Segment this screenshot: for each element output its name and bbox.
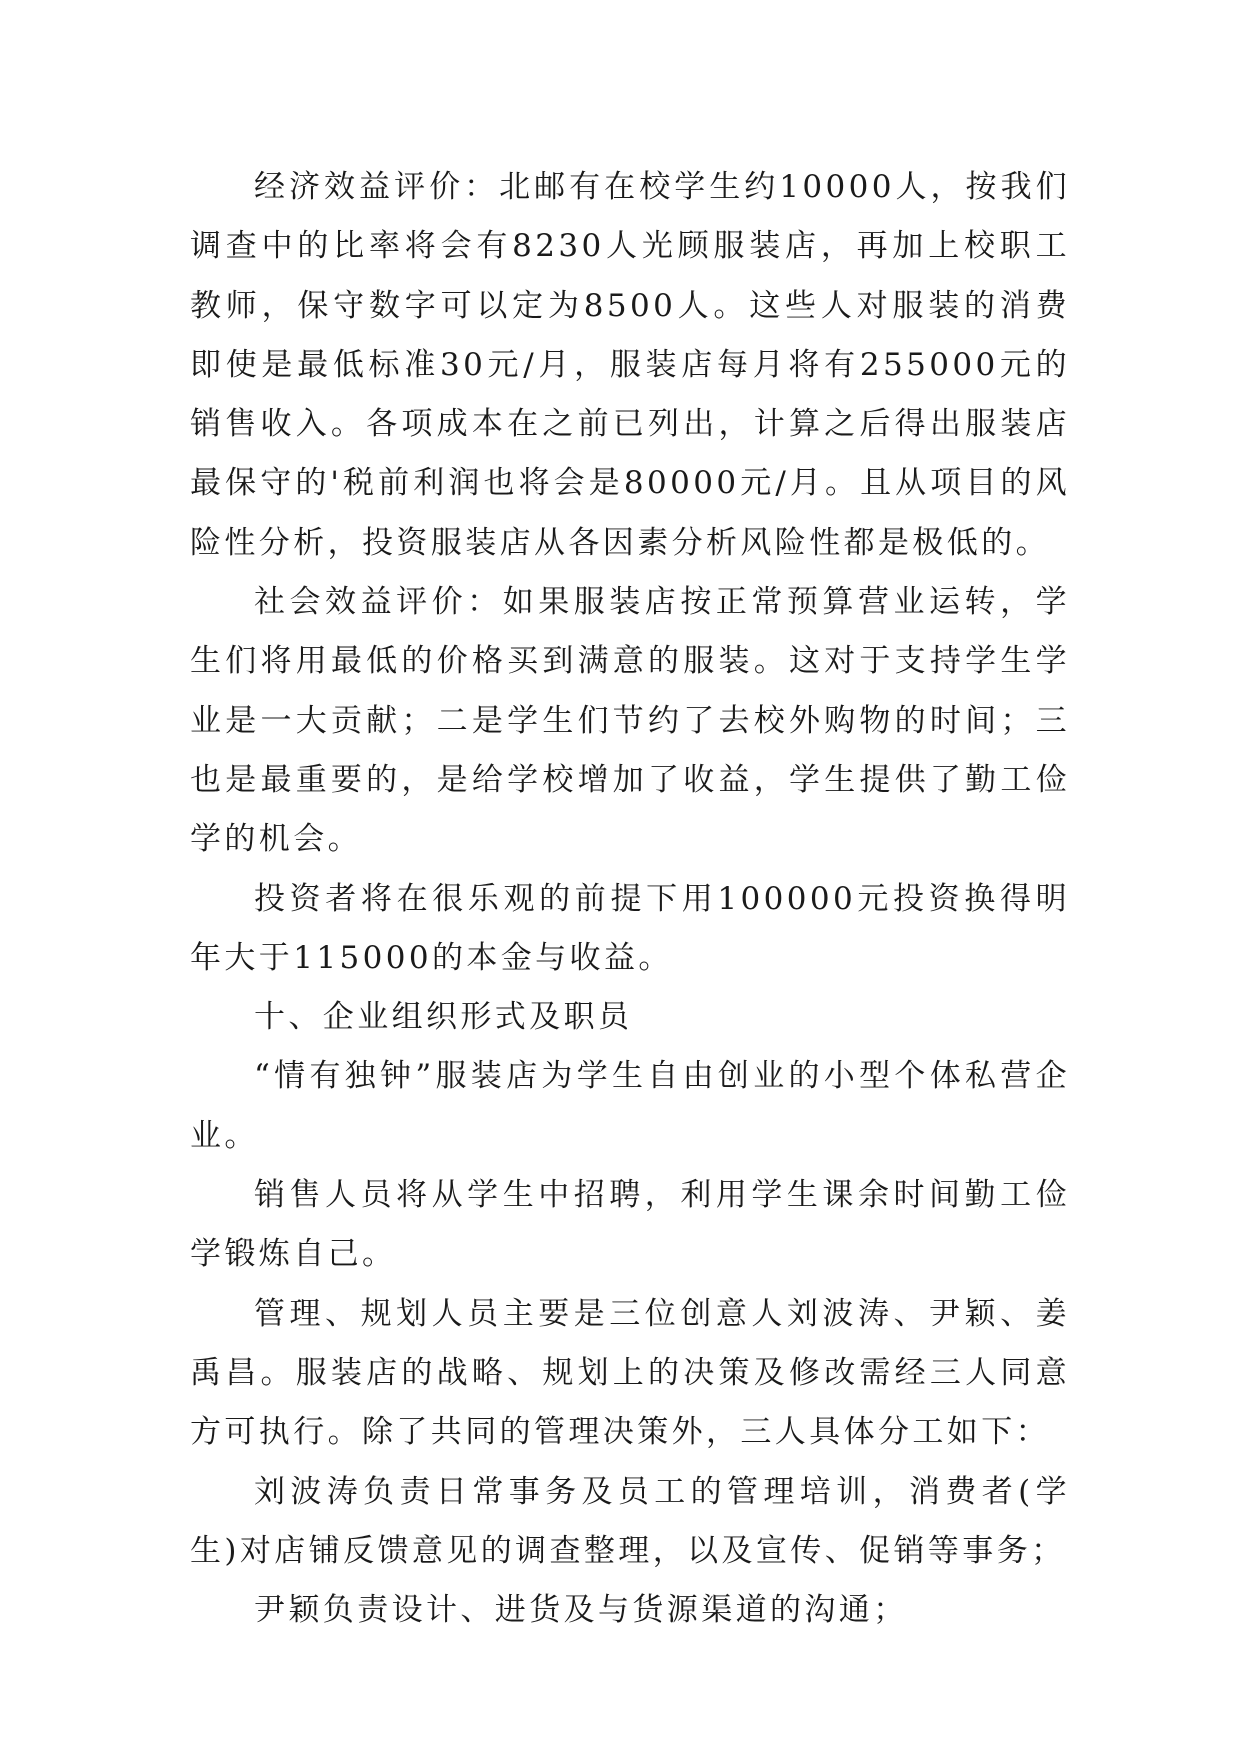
- paragraph-enterprise-type: “情有独钟”服装店为学生自由创业的小型个体私营企业。: [190, 1058, 1070, 1154]
- paragraph-duty-yin: 尹颖负责设计、进货及与货源渠道的沟通；: [254, 1592, 908, 1629]
- paragraph-social-evaluation: 社会效益评价：如果服装店按正常预算营业运转，学生们将用最低的价格买到满意的服装。这对于支持学生学业是一大贡献；二是学生们节约了去校外购物的时间；三也是最重要的，是给学校增加了收益，学生提供了勤工俭学的机会。: [190, 584, 1070, 858]
- paragraph-economic-evaluation: 经济效益评价：北邮有在校学生约10000人，按我们调查中的比率将会有8230人光顾服装店，再加上校职工教师，保守数字可以定为8500人。这些人对服装的消费即使是最低标准30元/月，服装店每月将有255000元的销售收入。各项成本在之前已列出，计算之后得出服装店最保守的'税前利润也将会是80000元/月。且从项目的风险性分析，投资服装店从各因素分析风险性都是极低的。: [190, 169, 1070, 561]
- paragraph-duty-liu: 刘波涛负责日常事务及员工的管理培训，消费者(学生)对店铺反馈意见的调查整理，以及宣传、促销等事务；: [190, 1473, 1070, 1569]
- document-body: [190, 158, 1070, 1640]
- section-heading-organization: 十、企业组织形式及职员: [254, 999, 633, 1036]
- paragraph-management: 管理、规划人员主要是三位创意人刘波涛、尹颖、姜禹昌。服装店的战略、规划上的决策及修改需经三人同意方可执行。除了共同的管理决策外，三人具体分工如下：: [190, 1295, 1070, 1451]
- paragraph-sales-staff: 销售人员将从学生中招聘，利用学生课余时间勤工俭学锻炼自己。: [190, 1177, 1070, 1273]
- paragraph-investor-return: 投资者将在很乐观的前提下用100000元投资换得明年大于115000的本金与收益。: [190, 880, 1070, 976]
